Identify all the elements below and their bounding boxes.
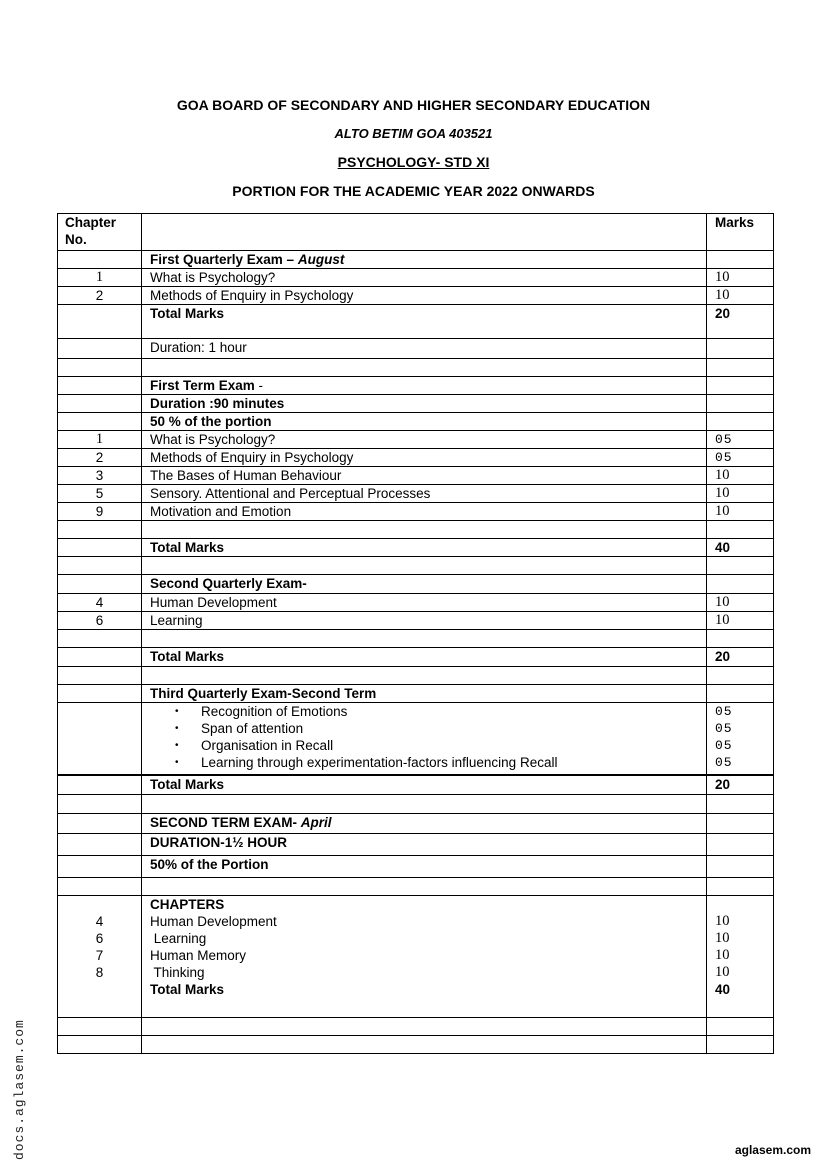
side-watermark: docs.aglasem.com (12, 1019, 27, 1160)
portion-title: PORTION FOR THE ACADEMIC YEAR 2022 ONWARDS (232, 183, 595, 199)
table-row (58, 521, 774, 539)
table-row: 5 Sensory. Attentional and Perceptual Processes 10 (58, 485, 774, 503)
table-row (58, 305, 774, 339)
table-row (58, 377, 774, 395)
table-row: 6 Learning 10 (58, 612, 774, 630)
table-row: 1 What is Psychology? 05 (58, 431, 774, 449)
list-item: • Learning through experimentation-factors influencing Recall (175, 755, 558, 770)
total-marks-label: Total Marks (142, 776, 707, 795)
table-row (58, 1018, 774, 1036)
footer-watermark: aglasem.com (734, 1143, 811, 1157)
total-marks-label: Total Marks (142, 539, 707, 557)
total-marks-value: 20 (707, 776, 774, 795)
table-row: 2 Methods of Enquiry in Psychology 10 (58, 287, 774, 305)
table-row: 9 Motivation and Emotion 10 (58, 503, 774, 521)
table-row (58, 776, 774, 795)
table-row (58, 667, 774, 685)
section-third-quarterly: Third Quarterly Exam-Second Term (142, 685, 707, 703)
table-row: 1 What is Psychology? 10 (58, 269, 774, 287)
subject-title: PSYCHOLOGY- STD XI (337, 154, 490, 170)
list-item: • Span of attention (175, 721, 304, 736)
board-title: GOA BOARD OF SECONDARY AND HIGHER SECONDARY EDUCATION (176, 97, 651, 113)
section-second-quarterly: Second Quarterly Exam- (142, 575, 707, 594)
total-marks-value: 40 (715, 982, 731, 997)
table-row: Duration :90 minutes (58, 395, 774, 413)
section-first-quarterly: First Quarterly Exam – August (142, 251, 707, 269)
total-marks-value: 20 (707, 648, 774, 667)
total-marks-label: Total Marks (142, 648, 707, 667)
list-item: • Recognition of Emotions (175, 704, 348, 719)
table-row: 3 The Bases of Human Behaviour 10 (58, 467, 774, 485)
table-row: 50% of the Portion (58, 856, 774, 878)
table-header-row (58, 214, 774, 251)
table-row: 4 6 7 8 CHAPTERS Human Development Learning Human Memory Thinking Total Marks 10 10 10 10 40 (58, 896, 774, 1018)
section-second-term: SECOND TERM EXAM- April (142, 814, 707, 834)
table-row (58, 878, 774, 896)
table-row: 4 Human Development 10 (58, 594, 774, 612)
total-marks-label: Total Marks (142, 305, 707, 339)
table-row: DURATION-1½ HOUR (58, 834, 774, 856)
list-item: • Organisation in Recall (175, 738, 334, 753)
table-row (58, 251, 774, 269)
table-row (58, 557, 774, 575)
table-row: • Recognition of Emotions • Span of attention • Organisation in Recall • Learning through experimentation-factors influencing Recall 05 05 05 05 (58, 703, 774, 775)
board-address: ALTO BETIM GOA 403521 (334, 126, 493, 141)
table-row (58, 539, 774, 557)
chapters-label: CHAPTERS (150, 897, 225, 912)
bullet-list (142, 703, 707, 775)
total-marks-label: Total Marks (150, 982, 225, 997)
duration-text: Duration: 1 hour (142, 339, 707, 359)
section-first-term: First Term Exam - (142, 377, 707, 395)
table-row (58, 339, 774, 359)
table-row (58, 359, 774, 377)
chapter-no-header: Chapter No. (58, 214, 142, 251)
syllabus-table (57, 213, 774, 1054)
table-row (58, 1036, 774, 1054)
table-row (58, 575, 774, 594)
total-marks-value: 40 (707, 539, 774, 557)
table-row (58, 814, 774, 834)
total-marks-value: 20 (707, 305, 774, 339)
table-row: 50 % of the portion (58, 413, 774, 431)
table-row (58, 685, 774, 703)
table-row: 2 Methods of Enquiry in Psychology 05 (58, 449, 774, 467)
table-row (58, 795, 774, 814)
marks-header: Marks (707, 214, 774, 251)
table-row (58, 648, 774, 667)
table-row (58, 630, 774, 648)
